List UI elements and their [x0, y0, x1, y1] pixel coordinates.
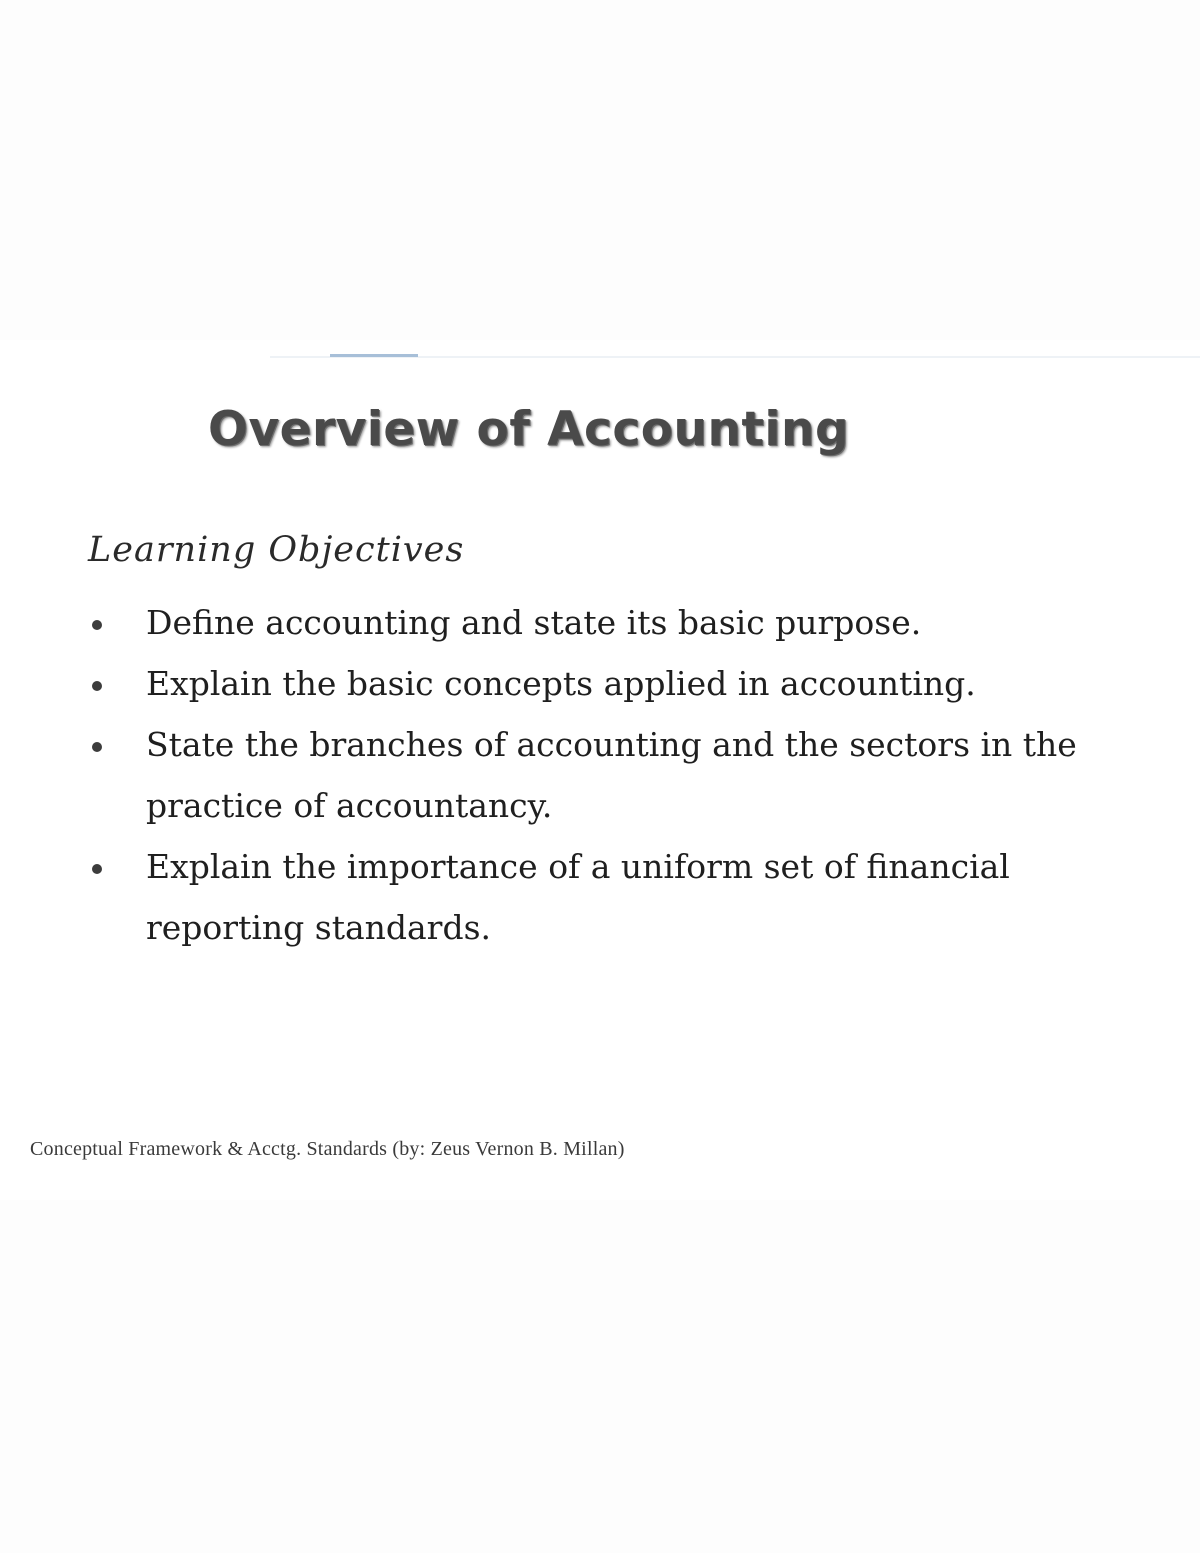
list-item	[0, 592, 1200, 653]
slide-footer: Conceptual Framework & Acctg. Standards (by: Zeus Vernon B. Millan)	[30, 1138, 625, 1160]
objective-text: Explain the basic concepts applied in accounting.	[146, 664, 976, 703]
list-item	[0, 653, 1200, 714]
list-item	[0, 714, 1200, 836]
slide	[0, 340, 1200, 1200]
header-accent-rule	[330, 354, 418, 357]
objective-text: State the branches of accounting and the sectors in the practice of accountancy.	[146, 725, 1077, 825]
bullet-icon	[92, 681, 102, 691]
bullet-icon	[92, 742, 102, 752]
section-heading: Learning Objectives	[88, 530, 465, 570]
objective-text: Explain the importance of a uniform set of financial reporting standards.	[146, 847, 1010, 947]
objective-text: Define accounting and state its basic purpose.	[146, 603, 922, 642]
bullet-icon	[92, 864, 102, 874]
bullet-icon	[92, 620, 102, 630]
objectives-list	[0, 592, 1200, 958]
slide-title: Overview of Accounting	[208, 402, 850, 457]
list-item	[0, 836, 1200, 958]
